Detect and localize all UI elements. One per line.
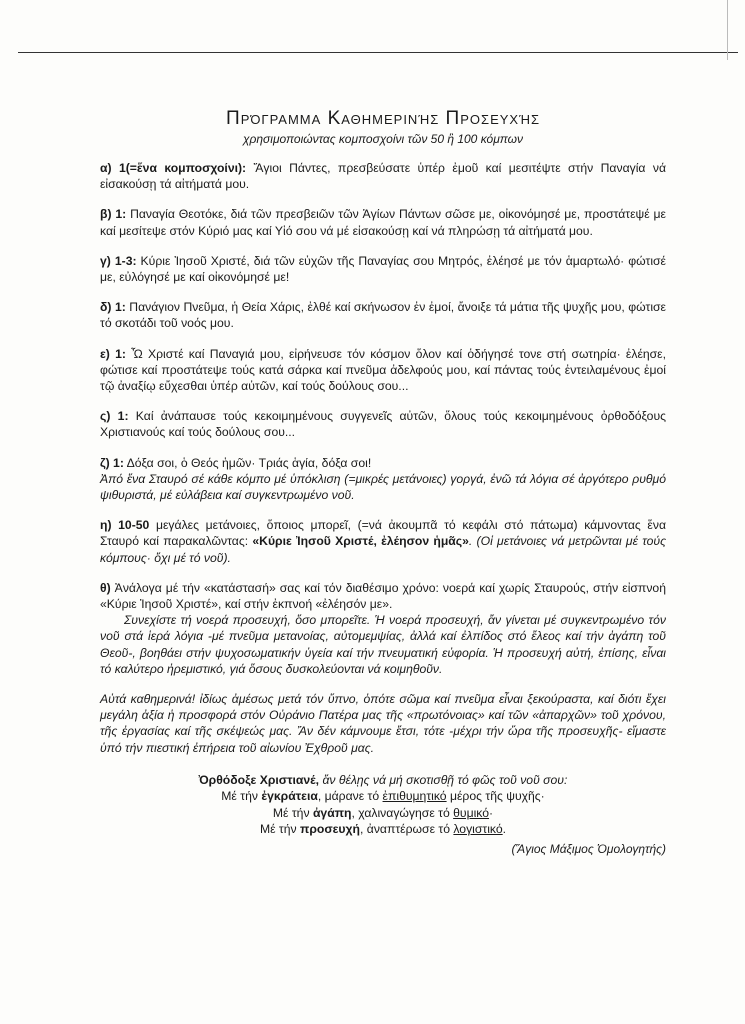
section-e xyxy=(100,346,666,395)
page-title: Πρόγραμμα Καθημερινής Προσευχής xyxy=(225,108,541,129)
section-label: ε) 1: xyxy=(100,346,126,361)
quote-bold: ἐγκράτεια xyxy=(261,789,318,804)
quote-line-3 xyxy=(100,805,666,822)
quote-line-1 xyxy=(100,772,666,789)
page-edge xyxy=(727,0,728,60)
section-label: α) 1(=ἕνα κομποσχοίνι): xyxy=(100,161,247,175)
section-text: μεγάλες μετάνοιες, ὅποιος μπορεῖ, (=νά ἀκουμπᾶ τό κεφάλι στό πάτωμα) κάμνοντας ἕνα Σταυρό καί παρακαλῶντας: xyxy=(100,518,666,549)
section-note: . (Οἱ μετάνοιες νά μετρῶνται μέ τούς κόμπους· ὄχι μέ τό νοῦ). xyxy=(100,534,666,565)
quote-underline: λογιστικό xyxy=(453,822,503,837)
quote-text: . xyxy=(502,822,507,837)
quote-bold: Ὀρθόδοξε Χριστιανέ, xyxy=(198,772,320,787)
quote-underline: θυμικό xyxy=(453,805,490,820)
section-d xyxy=(100,299,666,331)
section-a xyxy=(100,160,666,192)
section-text: Καί ἀνάπαυσε τούς κεκοιμημένους συγγενεῖς αὐτῶν, ὅλους τούς κεκοιμημένους ὀρθοδόξους Χριστιανούς καί τούς δούλους σου... xyxy=(100,409,666,440)
quote-text: Μέ τήν xyxy=(272,805,313,820)
section-label: δ) 1: xyxy=(100,300,126,315)
quote-line-4 xyxy=(100,821,666,838)
top-rule xyxy=(18,52,738,53)
quote-text: , χαλιναγώγησε τό xyxy=(351,805,454,820)
section-text: Ὦ Χριστέ καί Παναγιά μου, εἰρήνευσε τόν κόσμον ὅλον καί ὁδήγησέ τονε στή σωτηρία· ἐλέησε, φώτισε καί προστάτεψε τούς κατά σάρκα καί πνεῦμα ἀδελφούς μου, καί πάντας τούς ἐντειλαμένους ἐμοί τῷ ἀναξίῳ εὔχεσθαι ὑπέρ αὐτῶν, καί τούς δούλους σου... xyxy=(100,346,666,394)
document-page xyxy=(100,108,666,856)
section-note: Συνεχίστε τή νοερά προσευχή, ὅσο μπορεῖτε. Ἡ νοερά προσευχή, ἄν γίνεται μέ συγκεντρωμένο τόν νοῦ στά ἱερά λόγια -μέ πνεῦμα μετανοίας, αὐτομεμψίας, ἀλλά καί ἐλπίδος στό ἔλεος καί τήν ἀγάπη τοῦ Θεοῦ-, βοηθάει στήν ψυχοσωματικήν ὑγεία καί τήν πνευματική εὐφορία. Ἡ προσευχή αὐτή, ἐπίσης, εἶναι τό καλύτερο ἠρεμιστικό, γιά ὅσους δυσκολεύονται νά κοιμηθοῦν. xyxy=(100,613,666,676)
quote-text: ἄν θέλῃς νά μή σκοτισθῇ τό φῶς τοῦ νοῦ σου: xyxy=(319,772,568,787)
quote-block xyxy=(100,772,666,838)
section-b xyxy=(100,206,666,238)
section-label: β) 1: xyxy=(100,207,127,222)
closing-paragraph: Αὐτά καθημερινά! ἰδίως ἀμέσως μετά τόν ὕπνο, ὁπότε σῶμα καί πνεῦμα εἶναι ξεκούραστα, καί διότι ἔχει μεγάλη ἀξία ἡ προσφορά στόν Οὐράνιο Πατέρα μας τῆς «πρωτόνοιας» καί τῶν «ἀπαρχῶν» τοῦ χρόνου, τῆς ἐργασίας καί τῆς σκέψεώς μας. Ἄν δέν κάμνουμε ἔτσι, τότε -μέχρι τήν ὥρα τῆς προσευχῆς- εἴμαστε ὑπό τήν πιεστική ἐπήρεια τοῦ αἰωνίου Ἐχθροῦ μας. xyxy=(100,692,666,755)
quote-bold: ἀγάπη xyxy=(312,805,352,820)
section-text: Παναγία Θεοτόκε, διά τῶν πρεσβειῶν τῶν Ἁγίων Πάντων σῶσε με, οἰκονόμησέ με, προστάτεψέ με καί μεσίτεψε στόν Κύριό μας καί Υἱό σου νά μέ εἰσακούσῃ καί νά πληρώσῃ τά αἰτήματά μου. xyxy=(100,207,666,238)
quote-text: Μέ τήν xyxy=(221,789,262,804)
quote-bold: προσευχή xyxy=(300,822,360,837)
section-theta xyxy=(100,580,666,677)
quote-text: μέρος τῆς ψυχῆς· xyxy=(446,789,545,804)
attribution: (Ἅγιος Μάξιμος Ὁμολογητής) xyxy=(511,841,666,856)
section-label: ζ) 1: xyxy=(100,455,124,470)
section-label: ς) 1: xyxy=(100,409,129,424)
section-note: Ἀπό ἕνα Σταυρό σέ κάθε κόμπο μέ ὑπόκλιση (=μικρές μετάνοιες) γοργά, ἐνῶ τά λόγια σέ ἀργότερο ρυθμό ψιθυριστά, μέ εὐλάβεια καί συγκεντρωμένο νοῦ. xyxy=(100,471,666,503)
section-text: Ἀνάλογα μέ τήν «κατάστασή» σας καί τόν διαθέσιμο χρόνο: νοερά καί χωρίς Σταυρούς, στήν εἰσπνοή «Κύριε Ἰησοῦ Χριστέ», καί στήν ἐκπνοή «ἐλέησόν με». xyxy=(100,580,666,612)
section-text: Κύριε Ἰησοῦ Χριστέ, διά τῶν εὐχῶν τῆς Παναγίας σου Μητρός, ἐλέησέ με τόν ἁμαρτωλό· φώτισέ με, εὐλόγησέ με καί οἰκονόμησέ με! xyxy=(100,253,666,285)
quote-text: , μάρανε τό xyxy=(317,789,383,804)
section-text: Ἅγιοι Πάντες, πρεσβεύσατε ὑπέρ ἐμοῦ καί μεσιτέψτε στήν Παναγία νά εἰσακούσῃ τά αἰτήματά μου. xyxy=(100,161,666,192)
quote-text: Μέ τήν xyxy=(259,822,300,837)
section-text: Πανάγιον Πνεῦμα, ἡ Θεία Χάρις, ἐλθέ καί σκήνωσον ἐν ἐμοί, ἄνοιξε τά μάτια τῆς ψυχῆς μου, φώτισε τό σκοτάδι τοῦ νοός μου. xyxy=(100,300,666,331)
section-label: η) 10-50 xyxy=(100,518,150,533)
quote-text: , ἀναπτέρωσε τό xyxy=(360,822,454,837)
section-eta xyxy=(100,517,666,566)
prayer-phrase: «Κύριε Ἰησοῦ Χριστέ, ἐλέησον ἡμᾶς» xyxy=(252,534,469,549)
section-label: θ) xyxy=(100,580,111,595)
section-f xyxy=(100,408,666,440)
section-c xyxy=(100,253,666,285)
quote-underline: ἐπιθυμητικό xyxy=(382,789,447,804)
section-text: Δόξα σοι, ὁ Θεός ἡμῶν· Τριάς ἁγία, δόξα σοι! xyxy=(123,455,372,470)
section-label: γ) 1-3: xyxy=(100,253,137,268)
quote-text: · xyxy=(489,805,494,820)
section-zeta xyxy=(100,455,666,504)
page-subtitle: χρησιμοποιώντας κομποσχοίνι τῶν 50 ἢ 100 κόμπων xyxy=(242,132,524,146)
quote-line-2 xyxy=(100,788,666,805)
